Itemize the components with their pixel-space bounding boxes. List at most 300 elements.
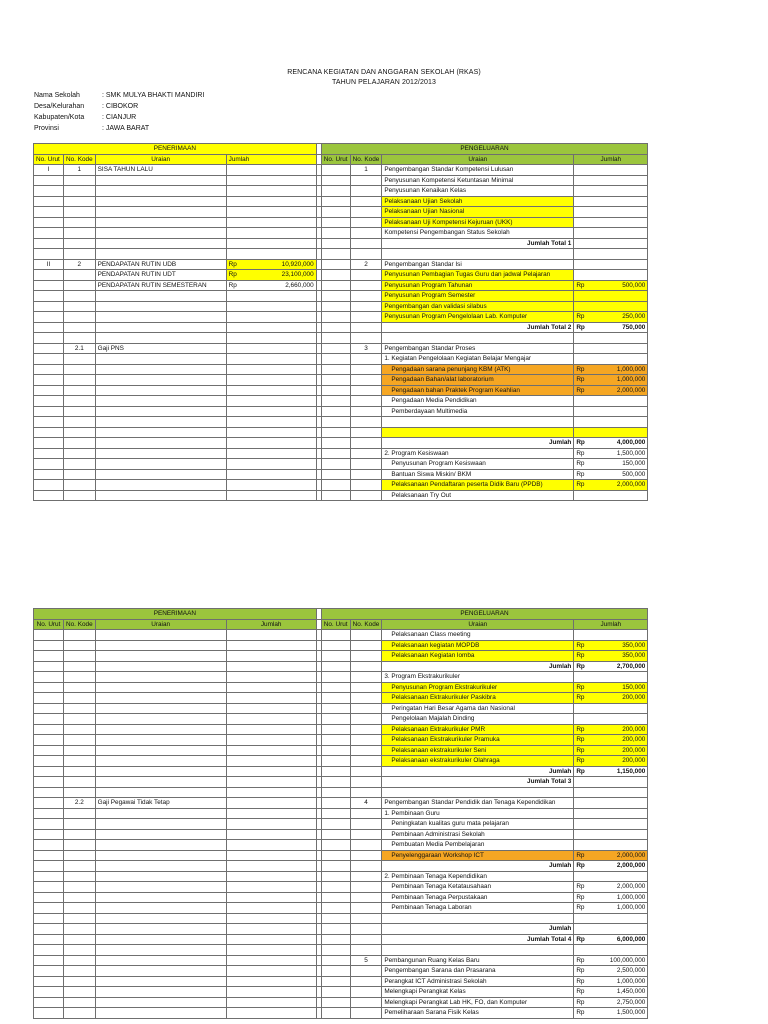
jumlah-cell xyxy=(226,438,316,449)
no-kode-cell xyxy=(350,630,382,641)
uraian-cell: Jumlah xyxy=(382,861,574,872)
no-kode-cell: 4 xyxy=(350,798,382,809)
no-urut-cell xyxy=(321,892,350,903)
uraian-cell xyxy=(382,417,574,428)
no-kode-cell xyxy=(350,448,382,459)
table-row xyxy=(34,291,648,302)
no-urut-cell xyxy=(321,861,350,872)
no-kode-cell xyxy=(64,375,96,386)
uraian-cell: Pelaksanaan Ekstrakurikuler Pramuka xyxy=(382,735,574,746)
uraian-cell: Pelaksanaan Pendaftaran peserta Didik Baru (PPDB) xyxy=(382,480,574,491)
table-row xyxy=(34,703,648,714)
no-kode-cell xyxy=(64,480,96,491)
no-kode-cell xyxy=(350,249,382,260)
no-kode-cell xyxy=(64,861,96,872)
no-urut-cell xyxy=(34,490,64,501)
currency-label: Rp xyxy=(576,683,585,691)
no-kode-cell xyxy=(64,745,96,756)
no-kode-cell xyxy=(64,672,96,683)
no-kode-cell xyxy=(350,766,382,777)
no-urut-cell xyxy=(321,175,350,186)
uraian-cell: Pelaksanaan Ujian Nasional xyxy=(382,207,574,218)
uraian-cell: Pelaksanaan ekstrakurikuler Olahraga xyxy=(382,756,574,767)
no-urut-cell xyxy=(321,364,350,375)
jumlah-cell xyxy=(574,165,648,176)
amount-value: 200,000 xyxy=(622,757,646,765)
col-no-urut: No. Urut xyxy=(34,619,64,630)
no-kode-cell xyxy=(350,651,382,662)
table-row xyxy=(34,997,648,1008)
jumlah-cell xyxy=(574,207,648,218)
no-urut-cell xyxy=(321,966,350,977)
jumlah-cell xyxy=(574,459,648,470)
no-urut-cell xyxy=(321,196,350,207)
jumlah-cell xyxy=(574,490,648,501)
currency-label: Rp xyxy=(576,935,585,943)
no-urut-cell xyxy=(34,892,64,903)
no-urut-cell xyxy=(34,249,64,260)
no-kode-cell xyxy=(350,945,382,956)
no-kode-cell xyxy=(64,459,96,470)
table-row xyxy=(34,217,648,228)
jumlah-cell xyxy=(574,819,648,830)
jumlah-cell xyxy=(574,672,648,683)
no-urut-cell xyxy=(321,735,350,746)
no-kode-cell xyxy=(64,312,96,323)
jumlah-cell xyxy=(574,945,648,956)
uraian-cell: Pembinaan Tenaga Ketatausahaan xyxy=(382,882,574,893)
no-kode-cell xyxy=(350,672,382,683)
no-kode-cell xyxy=(350,850,382,861)
no-urut-cell xyxy=(321,322,350,333)
currency-label: Rp xyxy=(576,386,585,394)
no-urut-cell xyxy=(34,756,64,767)
no-kode-cell xyxy=(350,987,382,998)
no-kode-cell xyxy=(350,892,382,903)
no-urut-cell xyxy=(321,714,350,725)
uraian-cell: Pengembangan dan validasi silabus xyxy=(382,301,574,312)
amount-value: 200,000 xyxy=(622,725,646,733)
amount-value: 150,000 xyxy=(622,683,646,691)
amount-value: 250,000 xyxy=(622,313,646,321)
no-urut-cell xyxy=(321,217,350,228)
jumlah-cell xyxy=(574,217,648,228)
uraian-cell xyxy=(95,997,226,1008)
jumlah-cell xyxy=(574,724,648,735)
no-kode-cell xyxy=(64,934,96,945)
jumlah-cell xyxy=(574,913,648,924)
no-urut-cell xyxy=(34,651,64,662)
no-kode-cell xyxy=(64,630,96,641)
no-kode-cell xyxy=(64,945,96,956)
budget-table-page-1 xyxy=(33,143,648,501)
no-kode-cell xyxy=(64,396,96,407)
table-row xyxy=(34,903,648,914)
uraian-cell xyxy=(95,385,226,396)
no-kode-cell xyxy=(350,808,382,819)
info-row xyxy=(34,90,204,101)
table-row xyxy=(34,892,648,903)
uraian-cell xyxy=(95,438,226,449)
uraian-cell xyxy=(95,238,226,249)
amount-value: 1,000,000 xyxy=(616,376,646,384)
no-urut-cell xyxy=(321,651,350,662)
no-urut-cell xyxy=(34,280,64,291)
no-urut-cell xyxy=(321,777,350,788)
jumlah-cell xyxy=(574,343,648,354)
currency-label: Rp xyxy=(228,281,237,289)
no-kode-cell xyxy=(350,217,382,228)
no-kode-cell xyxy=(350,270,382,281)
no-urut-cell xyxy=(321,448,350,459)
no-kode-cell xyxy=(350,819,382,830)
table-row xyxy=(34,735,648,746)
no-kode-cell xyxy=(350,1008,382,1019)
no-kode-cell xyxy=(64,175,96,186)
uraian-cell xyxy=(95,427,226,438)
uraian-cell xyxy=(95,312,226,323)
jumlah-cell xyxy=(226,987,316,998)
table-row xyxy=(34,861,648,872)
table-row xyxy=(34,651,648,662)
table-row xyxy=(34,280,648,291)
no-kode-cell xyxy=(350,396,382,407)
uraian-cell xyxy=(95,966,226,977)
amount-value: 1,150,000 xyxy=(616,767,646,775)
no-kode-cell xyxy=(350,280,382,291)
uraian-cell xyxy=(95,291,226,302)
jumlah-cell xyxy=(574,777,648,788)
uraian-cell: Jumlah Total 1 xyxy=(382,238,574,249)
amount-value: 1,450,000 xyxy=(616,988,646,996)
jumlah-cell xyxy=(574,333,648,344)
jumlah-cell xyxy=(226,976,316,987)
uraian-cell xyxy=(95,892,226,903)
table-row xyxy=(34,819,648,830)
jumlah-cell xyxy=(226,955,316,966)
no-kode-cell xyxy=(350,438,382,449)
no-kode-cell xyxy=(350,871,382,882)
no-kode-cell xyxy=(64,882,96,893)
uraian-cell: Pembangunan Ruang Kelas Baru xyxy=(382,955,574,966)
no-urut-cell xyxy=(34,934,64,945)
uraian-cell xyxy=(95,249,226,260)
uraian-cell xyxy=(95,333,226,344)
no-urut-cell xyxy=(321,787,350,798)
jumlah-cell xyxy=(226,301,316,312)
no-urut-cell xyxy=(34,343,64,354)
uraian-cell: Penyusunan Program Kesiswaan xyxy=(382,459,574,470)
jumlah-cell xyxy=(226,249,316,260)
info-value: : JAWA BARAT xyxy=(102,125,150,132)
no-urut-cell xyxy=(321,840,350,851)
jumlah-cell xyxy=(226,882,316,893)
jumlah-cell xyxy=(574,976,648,987)
uraian-cell xyxy=(95,850,226,861)
uraian-cell xyxy=(95,682,226,693)
no-urut-cell xyxy=(321,766,350,777)
jumlah-cell xyxy=(226,291,316,302)
no-urut-cell xyxy=(34,661,64,672)
info-value: : CIANJUR xyxy=(102,114,137,121)
jumlah-cell xyxy=(226,417,316,428)
no-urut-cell xyxy=(321,934,350,945)
penerimaan-header: PENERIMAAN xyxy=(34,144,317,155)
uraian-cell: Pengembangan Standar Pendidik dan Tenaga Kependidikan xyxy=(382,798,574,809)
jumlah-cell xyxy=(574,480,648,491)
amount-value: 2,660,000 xyxy=(285,281,314,289)
no-urut-cell xyxy=(321,798,350,809)
jumlah-cell xyxy=(226,259,316,270)
uraian-cell xyxy=(95,777,226,788)
uraian-cell xyxy=(95,207,226,218)
table-row xyxy=(34,630,648,641)
table-row xyxy=(34,745,648,756)
no-urut-cell xyxy=(321,490,350,501)
uraian-cell: Perangkat ICT Administrasi Sekolah xyxy=(382,976,574,987)
table-row xyxy=(34,427,648,438)
currency-label: Rp xyxy=(576,365,585,373)
uraian-cell xyxy=(95,735,226,746)
jumlah-cell xyxy=(574,924,648,935)
uraian-cell: Jumlah xyxy=(382,438,574,449)
uraian-cell: Pelaksanaan Ektrakurikuler PMR xyxy=(382,724,574,735)
currency-label: Rp xyxy=(576,1009,585,1017)
table-row xyxy=(34,364,648,375)
no-kode-cell xyxy=(350,364,382,375)
no-kode-cell xyxy=(64,840,96,851)
jumlah-cell xyxy=(574,385,648,396)
no-urut-cell xyxy=(34,829,64,840)
no-kode-cell xyxy=(350,291,382,302)
jumlah-cell xyxy=(574,745,648,756)
no-kode-cell xyxy=(64,966,96,977)
amount-value: 200,000 xyxy=(622,694,646,702)
uraian-cell xyxy=(95,724,226,735)
amount-value: 1,000,000 xyxy=(616,904,646,912)
currency-label: Rp xyxy=(576,883,585,891)
jumlah-cell xyxy=(574,228,648,239)
jumlah-cell xyxy=(574,259,648,270)
no-urut-cell xyxy=(34,630,64,641)
jumlah-cell xyxy=(226,966,316,977)
no-kode-cell xyxy=(64,766,96,777)
table-row xyxy=(34,175,648,186)
uraian-cell: 1. Kegiatan Pengelolaan Kegiatan Belajar Mengajar xyxy=(382,354,574,365)
no-kode-cell xyxy=(64,924,96,935)
amount-value: 350,000 xyxy=(622,641,646,649)
jumlah-cell xyxy=(574,787,648,798)
uraian-cell xyxy=(95,661,226,672)
jumlah-cell xyxy=(226,312,316,323)
jumlah-cell xyxy=(226,997,316,1008)
no-kode-cell xyxy=(350,976,382,987)
jumlah-cell xyxy=(574,987,648,998)
no-kode-cell xyxy=(350,354,382,365)
jumlah-cell xyxy=(226,186,316,197)
no-urut-cell xyxy=(34,861,64,872)
uraian-cell xyxy=(95,186,226,197)
no-urut-cell xyxy=(34,798,64,809)
no-urut-cell xyxy=(34,448,64,459)
amount-value: 1,500,000 xyxy=(616,1009,646,1017)
no-urut-cell xyxy=(321,270,350,281)
table-row xyxy=(34,798,648,809)
no-urut-cell xyxy=(321,280,350,291)
uraian-cell: Penyelenggaraan Workshop ICT xyxy=(382,850,574,861)
no-urut-cell xyxy=(34,385,64,396)
no-urut-cell xyxy=(321,661,350,672)
uraian-cell: 2. Program Kesiswaan xyxy=(382,448,574,459)
no-kode-cell xyxy=(64,207,96,218)
uraian-cell xyxy=(95,861,226,872)
no-urut-cell xyxy=(321,165,350,176)
uraian-cell: Penyusunan Kompetensi Ketuntasan Minimal xyxy=(382,175,574,186)
amount-value: 750,000 xyxy=(622,323,646,331)
col-no-kode: No. Kode xyxy=(64,154,96,165)
no-urut-cell xyxy=(34,913,64,924)
document-subtitle: TAHUN PELAJARAN 2012/2013 xyxy=(332,79,436,86)
no-urut-cell xyxy=(34,703,64,714)
table-row xyxy=(34,312,648,323)
no-urut-cell xyxy=(34,850,64,861)
jumlah-cell xyxy=(574,301,648,312)
no-urut-cell xyxy=(321,724,350,735)
no-kode-cell xyxy=(64,354,96,365)
no-urut-cell xyxy=(321,808,350,819)
uraian-cell: PENDAPATAN RUTIN UDT xyxy=(95,270,226,281)
no-urut-cell xyxy=(34,270,64,281)
jumlah-cell xyxy=(574,1008,648,1019)
uraian-cell: Penyusunan Program Semester xyxy=(382,291,574,302)
no-urut-cell xyxy=(34,745,64,756)
col-jumlah: Jumlah xyxy=(226,154,316,165)
no-kode-cell xyxy=(64,249,96,260)
jumlah-cell xyxy=(226,913,316,924)
uraian-cell xyxy=(95,640,226,651)
no-urut-cell xyxy=(321,427,350,438)
uraian-cell xyxy=(95,766,226,777)
uraian-cell xyxy=(95,301,226,312)
uraian-cell xyxy=(95,882,226,893)
no-kode-cell xyxy=(350,756,382,767)
no-urut-cell xyxy=(321,459,350,470)
no-kode-cell xyxy=(64,238,96,249)
uraian-cell: Bantuan Siswa Miskin/ BKM xyxy=(382,469,574,480)
no-kode-cell xyxy=(64,735,96,746)
uraian-cell: Pengadaan sarana penunjang KBM (ATK) xyxy=(382,364,574,375)
uraian-cell: Pembinaan Administrasi Sekolah xyxy=(382,829,574,840)
no-kode-cell xyxy=(350,175,382,186)
no-urut-cell xyxy=(321,976,350,987)
table-row xyxy=(34,934,648,945)
info-label: Nama Sekolah xyxy=(34,92,80,99)
currency-label: Rp xyxy=(576,439,585,447)
penerimaan-header: PENERIMAAN xyxy=(34,609,317,620)
no-kode-cell xyxy=(350,840,382,851)
no-urut-cell xyxy=(321,186,350,197)
amount-value: 1,000,000 xyxy=(616,365,646,373)
jumlah-cell xyxy=(574,892,648,903)
no-urut-cell xyxy=(34,997,64,1008)
no-kode-cell xyxy=(64,819,96,830)
jumlah-cell xyxy=(574,661,648,672)
table-row xyxy=(34,354,648,365)
uraian-cell xyxy=(95,175,226,186)
col-jumlah: Jumlah xyxy=(574,154,648,165)
amount-value: 6,000,000 xyxy=(616,935,646,943)
amount-value: 2,000,000 xyxy=(616,862,646,870)
no-kode-cell xyxy=(64,682,96,693)
col-no-kode: No. Kode xyxy=(350,154,382,165)
table-row xyxy=(34,448,648,459)
uraian-cell xyxy=(95,787,226,798)
table-row xyxy=(34,924,648,935)
no-kode-cell xyxy=(64,228,96,239)
currency-label: Rp xyxy=(576,662,585,670)
uraian-cell: Melengkapi Perangkat Lab HK, FO, dan Komputer xyxy=(382,997,574,1008)
uraian-cell: Peningkatan kualitas guru mata pelajaran xyxy=(382,819,574,830)
no-kode-cell xyxy=(350,301,382,312)
amount-value: 2,500,000 xyxy=(616,967,646,975)
table-row xyxy=(34,480,648,491)
no-kode-cell xyxy=(350,322,382,333)
jumlah-cell xyxy=(226,682,316,693)
uraian-cell: Kompetensi Pengembangan Status Sekolah xyxy=(382,228,574,239)
jumlah-cell xyxy=(574,682,648,693)
no-urut-cell xyxy=(34,819,64,830)
jumlah-cell xyxy=(226,693,316,704)
jumlah-cell xyxy=(226,480,316,491)
jumlah-cell xyxy=(226,228,316,239)
amount-value: 200,000 xyxy=(622,746,646,754)
no-kode-cell xyxy=(350,934,382,945)
amount-value: 500,000 xyxy=(622,281,646,289)
jumlah-cell xyxy=(574,291,648,302)
no-kode-cell xyxy=(350,882,382,893)
uraian-cell xyxy=(382,945,574,956)
currency-label: Rp xyxy=(576,449,585,457)
jumlah-cell xyxy=(226,207,316,218)
table-row xyxy=(34,840,648,851)
no-kode-cell xyxy=(64,976,96,987)
no-kode-cell xyxy=(64,955,96,966)
no-urut-cell xyxy=(321,291,350,302)
no-kode-cell xyxy=(350,238,382,249)
jumlah-cell xyxy=(226,196,316,207)
no-urut-cell xyxy=(34,354,64,365)
no-kode-cell: 2.1 xyxy=(64,343,96,354)
table-row xyxy=(34,829,648,840)
no-urut-cell xyxy=(34,322,64,333)
no-kode-cell xyxy=(350,724,382,735)
no-kode-cell xyxy=(64,322,96,333)
table-row xyxy=(34,640,648,651)
jumlah-cell xyxy=(226,651,316,662)
jumlah-cell xyxy=(574,196,648,207)
uraian-cell: SISA TAHUN LALU xyxy=(95,165,226,176)
jumlah-cell xyxy=(574,186,648,197)
no-urut-cell xyxy=(34,438,64,449)
header-columns-row xyxy=(34,154,648,165)
amount-value: 1,500,000 xyxy=(616,449,646,457)
no-kode-cell xyxy=(64,270,96,281)
no-urut-cell xyxy=(34,333,64,344)
no-kode-cell xyxy=(64,196,96,207)
no-urut-cell xyxy=(321,301,350,312)
no-urut-cell xyxy=(34,787,64,798)
no-urut-cell xyxy=(321,745,350,756)
